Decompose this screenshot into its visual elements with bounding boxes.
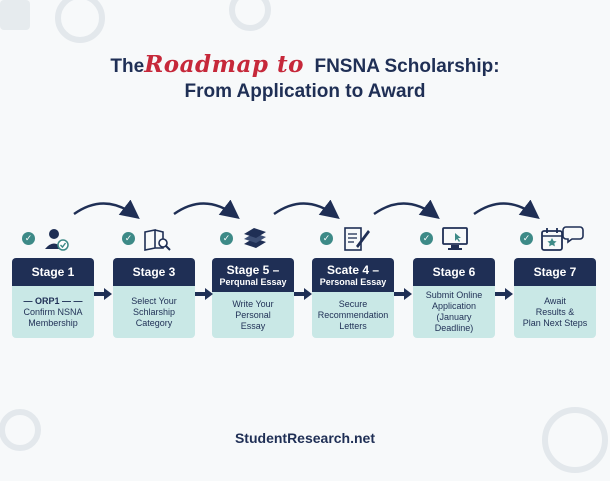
user-check-icon [42, 224, 72, 254]
stage-line: Confirm NSNA [23, 306, 83, 317]
document-pen-icon [342, 224, 372, 254]
stage-line: Category [135, 317, 173, 328]
check-icon: ✓ [420, 232, 433, 245]
stage-line: Await [544, 295, 566, 306]
stage-card-6 [514, 258, 596, 342]
stage-header [514, 258, 596, 286]
stage-2-icons [122, 224, 182, 254]
stage-line: Personal [235, 309, 271, 320]
curved-arrow-5 [474, 203, 536, 216]
stage-line: Plan Next Steps [522, 317, 588, 328]
stage-line: Recommendation [317, 309, 389, 320]
stage-line: Write Your [232, 298, 274, 309]
book-search-icon [142, 224, 172, 254]
check-icon: ✓ [122, 232, 135, 245]
stage-title: Stage 6 [432, 264, 476, 279]
stage-subtitle: Perqunal Essay [219, 276, 287, 287]
connector-arrow-4 [394, 287, 412, 301]
stage-header [12, 258, 94, 286]
curved-arrow-2 [174, 203, 236, 216]
curved-arrow-4 [374, 203, 436, 216]
stage-title: Scate 4 – [326, 262, 380, 277]
stage-card-2 [113, 258, 195, 342]
connector-arrow-3 [294, 287, 312, 301]
computer-click-icon [440, 224, 470, 254]
stage-title: Stage 3 [132, 264, 176, 279]
stage-body [12, 286, 94, 338]
stage-4-icons [320, 224, 380, 254]
stage-header [113, 258, 195, 286]
footer-brand: StudentResearch.net [234, 430, 376, 446]
connector-arrow-2 [195, 287, 213, 301]
stage-header [312, 258, 394, 292]
stage-line: Schlarship [132, 306, 176, 317]
stage-line: Submit Online [425, 290, 483, 300]
check-icon: ✓ [520, 232, 533, 245]
stage-line: Select Your [131, 295, 177, 306]
calendar-chat-icon [540, 224, 584, 254]
stage-line: Application [431, 301, 477, 311]
connector-arrow-1 [94, 287, 112, 301]
stage-title: Stage 5 – [226, 262, 280, 277]
connector-arrow-5 [495, 287, 513, 301]
stage-3-icons [220, 224, 280, 254]
stage-1-icons [22, 224, 82, 254]
curved-arrow-1 [74, 203, 136, 216]
stage-line: Essay [240, 320, 266, 331]
stage-line: Membership [28, 317, 78, 328]
stage-6-icons [520, 224, 590, 254]
stage-body [413, 286, 495, 338]
stage-line: Results & [535, 306, 575, 317]
stack-books-icon [240, 224, 270, 254]
stage-body [514, 286, 596, 338]
stage-card-1 [12, 258, 94, 342]
title-line-2: From Application to Award [184, 81, 426, 102]
stage-5-icons [420, 224, 480, 254]
stage-card-4 [312, 258, 394, 342]
stage-line: Secure [338, 298, 368, 309]
stage-body [312, 292, 394, 338]
curved-arrow-3 [274, 203, 336, 216]
stage-header [212, 258, 294, 292]
stage-title: Stage 1 [31, 264, 75, 279]
stage-line: Letters [339, 320, 367, 331]
check-icon: ✓ [22, 232, 35, 245]
stage-body [212, 292, 294, 338]
top-curved-arrows [0, 190, 610, 230]
stage-card-3 [212, 258, 294, 342]
title-script: Roadmap to [144, 51, 304, 78]
stage-line: — ORP1 — — [23, 295, 83, 306]
stage-line: (January Deadline) [434, 312, 474, 333]
page-title [0, 52, 610, 104]
stage-subtitle: Personal Essay [319, 276, 387, 287]
title-prefix: The [110, 56, 145, 77]
stage-title: Stage 7 [533, 264, 577, 279]
stage-header [413, 258, 495, 286]
title-rest: FNSNA Scholarship: [314, 56, 500, 77]
stage-card-5 [413, 258, 495, 342]
check-icon: ✓ [220, 232, 233, 245]
stage-body [113, 286, 195, 338]
check-icon: ✓ [320, 232, 333, 245]
